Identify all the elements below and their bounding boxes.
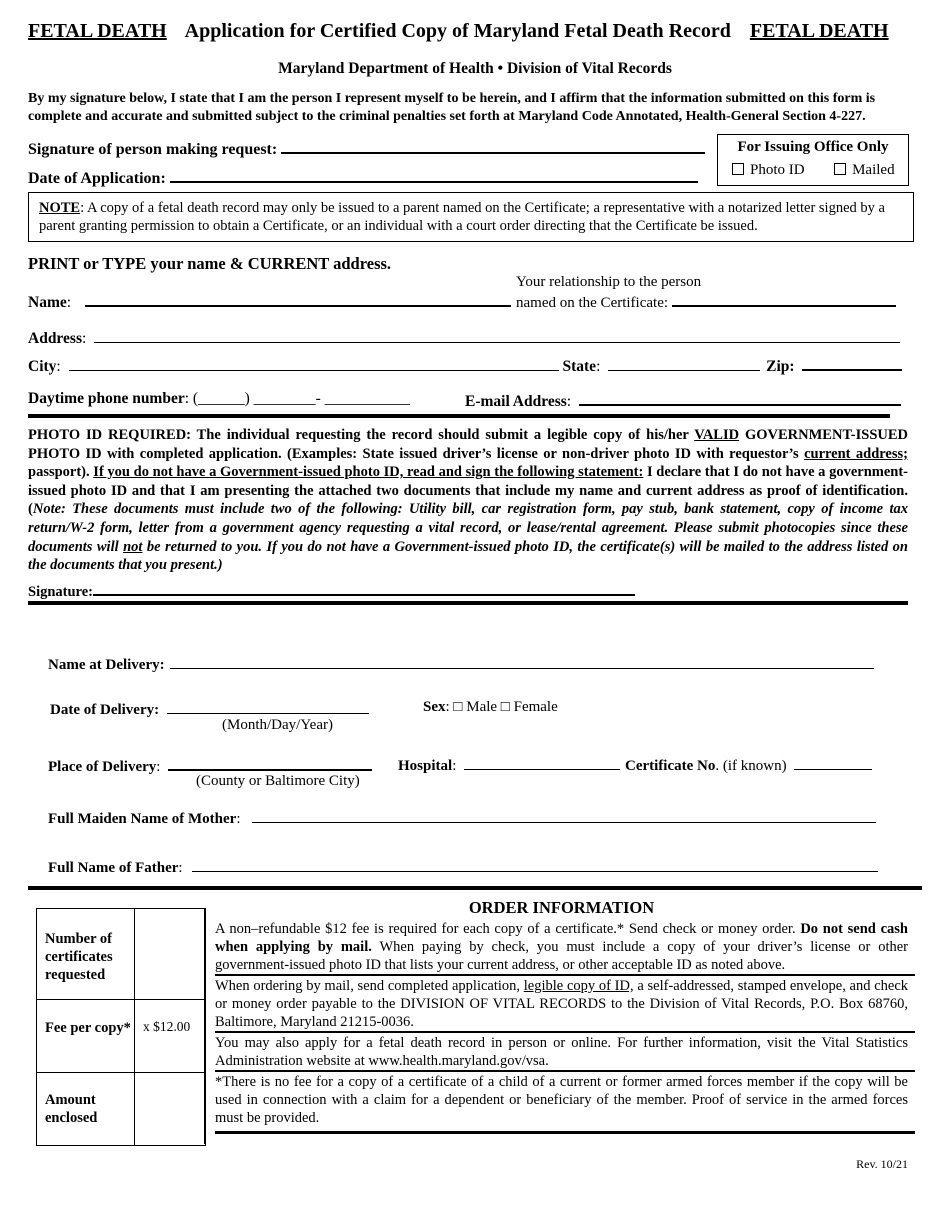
email-colon: :: [566, 393, 572, 410]
email-row: [465, 390, 901, 411]
order-info-fee-text-1: A non–refundable $12 fee is required for each copy of a certificate.* Send check or money order.: [215, 921, 801, 937]
city-row: [28, 355, 902, 376]
photo-id-text-2: GOVERNMENT-ISSUED PHOTO ID with completed application. (Examples: State issued driver’s license or non-driver photo ID with requestor’s: [28, 427, 909, 462]
order-info-legible-id: legible copy of ID,: [523, 978, 634, 994]
order-info-fee-paragraph: [215, 920, 908, 974]
order-table: [36, 908, 206, 1146]
form-title-text: Application for Certified Copy of Maryland Fetal Death Record: [184, 20, 731, 42]
place-hint: (County or Baltimore City): [196, 773, 360, 789]
mother-name-row: [48, 808, 876, 828]
mailed-checkbox[interactable]: [834, 163, 846, 175]
father-colon: :: [178, 860, 183, 876]
number-of-certificates-label: Number of certificates requested: [45, 931, 113, 983]
hospital-row: [398, 755, 620, 775]
note-label: NOTE: [39, 200, 81, 216]
order-info-left-rule: [204, 908, 205, 1144]
name-row: [28, 291, 511, 312]
photo-id-valid: VALID: [694, 427, 740, 443]
revision-date: Rev. 10/21: [856, 1157, 908, 1171]
father-name-field[interactable]: [192, 857, 878, 872]
issuing-office-box: [717, 134, 909, 186]
address-label: Address: [28, 330, 82, 347]
city-label: City: [28, 358, 57, 375]
note-box: [28, 192, 914, 242]
photo-id-text-3: passport).: [28, 464, 94, 481]
issuing-office-title: For Issuing Office Only: [737, 139, 889, 155]
photo-id-requirement: [28, 426, 908, 575]
sex-label: Sex: [423, 699, 446, 715]
date-of-application-label: Date of Application:: [28, 170, 166, 187]
address-row: [28, 328, 900, 348]
order-info-no-cash: Do not send cash when applying by mail.: [215, 921, 908, 955]
date-of-delivery-field[interactable]: [167, 699, 369, 714]
phone-label: Daytime phone number: [28, 390, 185, 407]
mother-colon: :: [236, 811, 241, 827]
name-label: Name: [28, 294, 67, 311]
order-table-column-divider: [134, 909, 135, 1145]
hospital-label: Hospital: [398, 758, 453, 774]
order-info-mail-comma: ,: [842, 978, 846, 994]
hospital-colon: :: [452, 758, 457, 774]
photo-id-not: not: [123, 538, 143, 555]
applicant-section-divider: [28, 414, 890, 418]
order-info-military-paragraph: *There is no fee for a copy of a certificate of a child of a current or former armed forces member if the copy will be used in connection with a claim for a dependent or beneficiary of the member. Proof of service in the armed forces must be provided.: [215, 1074, 908, 1126]
order-info-divider-3: [215, 1070, 915, 1072]
place-colon: :: [156, 759, 161, 775]
hospital-field[interactable]: [464, 755, 620, 770]
relationship-label-line2: named on the Certificate:: [516, 295, 669, 311]
applicant-heading: PRINT or TYPE your name & CURRENT address.: [28, 254, 392, 273]
certificate-number-hint: . (if known): [715, 758, 787, 774]
order-table-row-divider-1: [37, 999, 205, 1000]
order-table-row-divider-2: [37, 1072, 205, 1073]
order-info-mail-text-3: and check or money order payable to the DIVISION OF VITAL RECORDS to the Division of Vital Records, P.O. Box 68760, Baltimore, Maryland 21215-0036.: [215, 978, 909, 1030]
application-date-field[interactable]: [170, 167, 698, 183]
state-colon: :: [596, 358, 601, 375]
email-label: E-mail Address: [465, 393, 567, 410]
photo-id-section-divider: [28, 601, 908, 605]
name-field[interactable]: [85, 291, 511, 307]
order-info-online-paragraph: You may also apply for a fetal death record in person or online. For further information, visit the Vital Statistics Administration website at www.health.maryland.gov/vsa.: [215, 1035, 908, 1069]
name-colon: :: [66, 294, 72, 311]
address-colon: :: [81, 330, 87, 347]
affirmation-statement: By my signature below, I state that I am the person I represent myself to be herein, and I affirm that the information submitted on this form is complete and accurate and submitted subject to the criminal penalties set forth at Maryland Code Annotated, Health-General Section 4-227.: [28, 91, 876, 124]
photo-id-current-address: current address;: [804, 445, 908, 462]
delivery-section-divider: [28, 886, 922, 890]
order-info-mail-paragraph: [215, 977, 908, 1031]
fee-per-copy-label: Fee per copy*: [45, 1020, 131, 1036]
department-name: Maryland Department of Health • Division of Vital Records: [278, 60, 672, 77]
order-info-divider-1: [215, 974, 915, 976]
photo-id-checkbox[interactable]: [732, 163, 744, 175]
amount-enclosed-label: Amount enclosed: [45, 1092, 98, 1126]
name-at-delivery-label: Name at Delivery:: [48, 657, 165, 673]
note-text: : A copy of a fetal death record may only be issued to a parent named on the Certificate; a representative with a notarized letter signed by a parent granting permission to obtain a Certificate, or an individual with a court order directing that the Certificate be issued.: [39, 200, 885, 234]
certificate-number-field[interactable]: [794, 755, 872, 770]
application-date-row: [28, 167, 698, 188]
order-info-bottom-rule: [215, 1131, 915, 1134]
signature-label: Signature of person making request:: [28, 141, 278, 158]
request-signature-field[interactable]: [281, 138, 705, 154]
father-name-label: Full Name of Father: [48, 860, 179, 876]
photo-id-if-no-id: If you do not have a Government-issued photo ID, read and sign the following statement:: [93, 464, 644, 481]
place-of-delivery-field[interactable]: [168, 755, 372, 771]
order-info-mail-text-1: When ordering by mail, send completed application,: [215, 978, 524, 994]
order-info-fee-text-2: When paying by check, you must include a copy of your driver’s license or other government-issued photo ID that lists your current address, or other acceptable ID as noted above.: [215, 939, 908, 973]
place-of-delivery-label: Place of Delivery: [48, 759, 157, 775]
photo-id-signature-field[interactable]: [93, 580, 635, 596]
certificate-number-row: [625, 755, 872, 775]
email-field[interactable]: [579, 390, 901, 406]
request-signature-row: [28, 138, 705, 159]
name-at-delivery-row: [48, 654, 874, 674]
photo-id-text-1: PHOTO ID REQUIRED: The individual requesting the record should submit a legible copy of his/her: [28, 427, 695, 443]
photo-id-italic-2: be returned to you. If you do not have a Government-issued photo ID, the certificate(s) will be mailed to the address listed on the documents that you present.): [28, 538, 908, 574]
city-colon: :: [56, 358, 61, 375]
zip-field[interactable]: [802, 355, 902, 371]
order-information-title: ORDER INFORMATION: [468, 898, 655, 917]
phone-email-row: [28, 390, 410, 408]
name-at-delivery-field[interactable]: [170, 654, 874, 669]
date-of-delivery-row: [50, 699, 369, 719]
phone-field[interactable]: : (______) ________- ___________: [184, 390, 410, 407]
issuing-office-options: [732, 162, 895, 179]
mother-name-label: Full Maiden Name of Mother: [48, 811, 237, 827]
photo-id-signature-row: [28, 580, 635, 601]
date-format-hint: (Month/Day/Year): [222, 717, 333, 733]
certificate-number-label: Certificate No: [625, 758, 716, 774]
fetal-death-tag-right: FETAL DEATH: [749, 20, 889, 42]
state-field[interactable]: [608, 356, 760, 371]
photo-id-italic-1: Note: These documents must include two of the following: Utility bill, car registration form, pay stub, bank statement, copy of income tax return/W-2 form, letter from a government agency requesting a vital record, or lease/rental agreement. Please submit photocopies since these documents will: [28, 501, 908, 555]
fee-per-copy-value: x $12.00: [143, 1019, 191, 1034]
order-info-divider-2: [215, 1031, 915, 1033]
relationship-label-line1: Your relationship to the person: [516, 274, 702, 290]
photo-id-text-4: I declare that I do not have a government-issued photo ID and that I am presenting the attached two documents that include my name and current address as proof of identification. (: [28, 464, 908, 518]
sex-options[interactable]: : □ Male □ Female: [445, 699, 558, 715]
relationship-label: [516, 273, 896, 312]
father-name-row: [48, 857, 878, 877]
date-of-delivery-label: Date of Delivery:: [50, 702, 160, 718]
relationship-field[interactable]: [672, 291, 896, 307]
form-title: [28, 20, 908, 43]
fetal-death-tag-left: FETAL DEATH: [28, 20, 167, 42]
order-info-mail-text-2: a self-addressed, stamped envelope: [633, 978, 843, 994]
photo-id-signature-label: Signature:: [28, 584, 93, 600]
sex-row: [423, 699, 558, 716]
mother-name-field[interactable]: [252, 808, 876, 823]
photo-id-label: Photo ID: [750, 162, 805, 178]
state-label: State: [562, 358, 597, 375]
address-field[interactable]: [94, 328, 900, 343]
city-field[interactable]: [69, 356, 559, 371]
zip-label: Zip:: [766, 358, 795, 375]
mailed-label: Mailed: [852, 162, 895, 178]
